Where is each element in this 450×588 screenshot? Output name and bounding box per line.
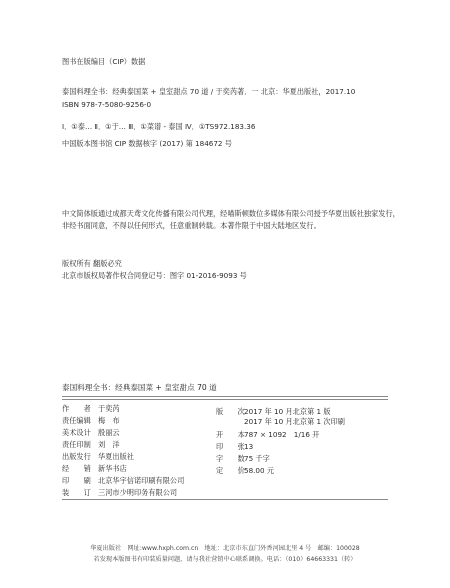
credit-label: 经 销 (62, 464, 91, 473)
credit-value: 梅 布 (98, 416, 120, 425)
credit-distributor (62, 464, 127, 473)
credit-label: 装 订 (62, 488, 91, 497)
credit-value: 2017 年 10 月北京第 1 版 (244, 407, 331, 416)
copyright-registration: 北京市版权局著作权合同登记号：图字 01-2016-9093 号 (62, 271, 247, 280)
credit-label: 开 本 (216, 430, 245, 439)
credit-value: 北京华宇信诺印刷有限公司 (98, 476, 185, 485)
book-title: 泰国料理全书：经典泰国菜 + 皇室甜点 70 道 (62, 383, 217, 392)
credit-value: 58.00 元 (244, 466, 275, 475)
credit-edition (216, 407, 331, 416)
cip-classification: Ⅰ．①泰… Ⅱ．①于… Ⅲ．①菜谱 - 泰国 Ⅳ．①TS972.183.36 (62, 122, 256, 131)
credit-label: 责任编辑 (62, 416, 91, 425)
credit-editor (62, 416, 120, 425)
cip-heading: 图书在版编目（CIP）数据 (62, 57, 146, 66)
cip-isbn: ISBN 978-7-5080-9256-0 (62, 100, 152, 109)
credit-value: 787 × 1092 1/16 开 (244, 430, 320, 439)
credit-value: 于奕芮 (98, 404, 120, 413)
credit-value: 2017 年 10 月北京第 1 次印刷 (244, 417, 345, 426)
credit-label: 印 刷 (62, 476, 91, 485)
credit-label: 责任印制 (62, 440, 91, 449)
credit-label: 定 价 (216, 466, 245, 475)
credit-sheets (216, 442, 253, 451)
credit-word-count (216, 454, 270, 463)
credit-label: 作 者 (62, 404, 91, 413)
credit-author (62, 404, 120, 413)
credit-value: 三河市少明印务有限公司 (98, 488, 178, 497)
cip-record-number: 中国版本图书馆 CIP 数据核字 (2017) 第 184672 号 (62, 139, 232, 148)
credit-label: 出版发行 (62, 452, 91, 461)
cip-title-line: 泰国料理全书：经典泰国菜 + 皇室甜点 70 道 / 于奕芮著．一 北京：华夏出版社，2017.10 (62, 87, 356, 96)
credit-price (216, 466, 274, 475)
credit-label: 字 数 (216, 454, 245, 463)
credit-label: 美术设计 (62, 428, 91, 437)
credit-value: 华夏出版社 (98, 452, 134, 461)
credit-label: 版 次 (216, 407, 245, 416)
credit-publisher (62, 452, 134, 461)
credit-value: 75 千字 (244, 454, 270, 463)
footer-quality-notice: 若发现本版图书有印装质量问题，请与我社营销中心联系调换。电话：（010）64663331（转） (93, 556, 357, 563)
credits-rule-bottom (62, 499, 388, 500)
title-rule-top (62, 396, 388, 397)
footer-address: 华夏出版社 网址:www.hxph.com.cn 地址：北京市东直门外香河园北里 4 号 邮编：100028 (90, 545, 360, 552)
credit-value: 殷丽云 (98, 428, 120, 437)
credit-printing (216, 417, 345, 426)
title-rule-bottom (62, 399, 388, 400)
copyright-notice: 中文简体版通过成都天鸢文化传播有限公司代理，经喵斯顿数位多媒体有限公司授予华夏出版社独家发行，非经书面同意，不得以任何形式，任意重制转载。本著作限于中国大陆地区发行。 (62, 209, 400, 230)
credit-value: 新华书店 (98, 464, 127, 473)
credit-designer (62, 428, 120, 437)
credit-binder (62, 488, 177, 497)
credit-value: 13 (244, 442, 254, 451)
credit-print-manager (62, 440, 120, 449)
credit-format (216, 430, 319, 439)
credit-label: 印 张 (216, 442, 245, 451)
credit-printer (62, 476, 184, 485)
rights-reserved: 版权所有 翻版必究 (62, 259, 122, 268)
credit-value: 刘 洋 (98, 440, 120, 449)
